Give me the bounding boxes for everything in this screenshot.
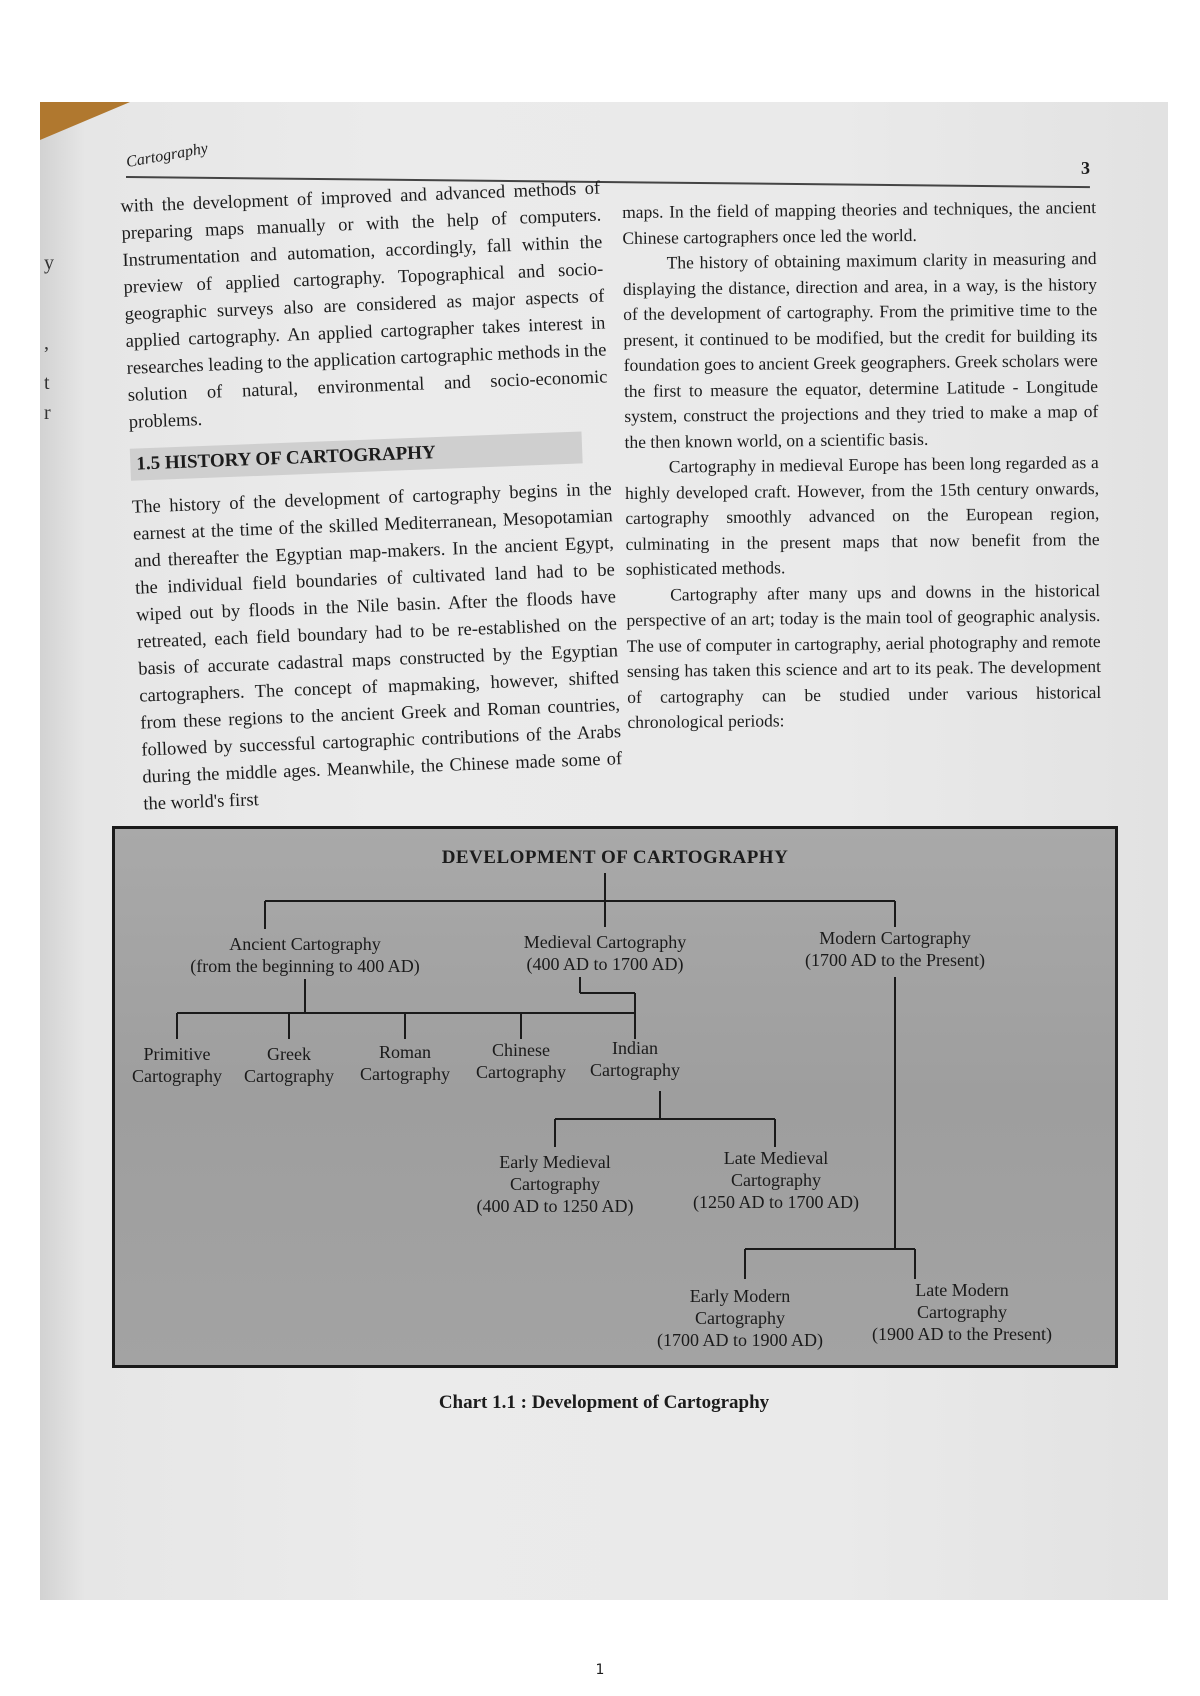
paragraph: maps. In the field of mapping theories and techniques, the ancient Chinese cartographers once led the world. (622, 197, 1097, 248)
node-period: (1700 AD to the Present) (805, 950, 985, 970)
chart-caption: Chart 1.1 : Development of Cartography (438, 1392, 770, 1413)
node-period: (400 AD to 1250 AD) (476, 1196, 634, 1216)
node-label: Cartography (244, 1066, 334, 1086)
node-indian-cartography (579, 1037, 691, 1081)
paragraph: The history of obtaining maximum clarity in measuring and displaying the distance, direction and area, in a way, is the history of the development of cartography. From the primitive time to the present, it continued to be modified, but the credit for building its foundation goes to ancient Greek geographers. Greek scholars were the first to measure the equator, determine Latitude - Longitude system, construct the projections and they tried to make a map of the then known world, on a scientific basis. (622, 248, 1099, 452)
node-label: Late Medieval (723, 1148, 829, 1168)
chart-title: DEVELOPMENT OF CARTOGRAPHY (441, 847, 789, 868)
paragraph: The history of the development of cartography begins in the earnest at the time of the skilled Mediterranean, Mesopotamian and thereafter the Egyptian map-makers. In the ancient Egypt, the individual field boundaries of cultivated land had to be wiped out by floods in the Nile basin. After the floods have retreated, each field boundary had to be re-established on the basis of accurate cadastral maps constructed by the Egyptian cartographers. The concept of mapmaking, however, shifted from these regions to the ancient Greek and Roman countries, followed by successful cartographic contributions of the Arabs during the middle ages. Meanwhile, the Chinese made some of the world's first (131, 479, 623, 815)
node-label: Greek (267, 1044, 311, 1064)
running-title: Cartography (124, 139, 210, 172)
node-label: Primitive (143, 1044, 211, 1064)
node-label: Indian (612, 1038, 658, 1058)
node-label: Cartography (731, 1170, 821, 1190)
node-roman-cartography (349, 1041, 461, 1085)
node-late-medieval-cartography (671, 1147, 881, 1213)
node-label: Cartography (590, 1060, 680, 1080)
right-column (622, 195, 1102, 735)
page-corner-mark (40, 102, 130, 140)
node-label: Cartography (132, 1066, 222, 1086)
node-ancient-cartography (155, 933, 455, 977)
node-label: Cartography (360, 1064, 450, 1084)
node-medieval-cartography (475, 931, 735, 975)
paragraph: Cartography in medieval Europe has been long regarded as a highly developed craft. However, from the 15th century onwards, cartography smoothly advanced on the European region, culminating in the present maps that now benefit from the sophisticated methods. (624, 452, 1100, 579)
node-greek-cartography (233, 1043, 345, 1087)
node-label: Roman (379, 1042, 431, 1062)
node-period: (1700 AD to 1900 AD) (657, 1330, 823, 1350)
page-number: 3 (1081, 158, 1090, 178)
node-label: Early Medieval (499, 1152, 611, 1172)
node-period: (1900 AD to the Present) (872, 1324, 1052, 1344)
node-period: (from the beginning to 400 AD) (190, 956, 420, 976)
node-label: Cartography (695, 1308, 785, 1328)
previous-page-edge: y , t r (44, 252, 54, 424)
header-rule (126, 176, 1090, 188)
section-heading: 1.5 HISTORY OF CARTOGRAPHY (130, 431, 583, 480)
node-label: Early Modern (689, 1286, 791, 1306)
node-period: (1250 AD to 1700 AD) (693, 1192, 859, 1212)
node-period: (400 AD to 1700 AD) (526, 954, 684, 974)
node-label: Late Modern (915, 1280, 1009, 1300)
node-early-medieval-cartography (455, 1151, 655, 1217)
node-primitive-cartography (121, 1043, 233, 1087)
node-label: Chinese (492, 1040, 550, 1060)
node-late-modern-cartography (847, 1279, 1077, 1345)
node-label: Cartography (917, 1302, 1007, 1322)
book-page (40, 102, 1168, 1600)
node-modern-cartography (775, 927, 1015, 971)
node-chinese-cartography (465, 1039, 577, 1083)
paragraph: with the development of improved and advanced methods of preparing maps manually or with the help of computers. Instrumentation and automation, accordingly, fall within the preview of applied cartography. Topographical and socio-geographic surveys also are considered as major aspects of applied cartography. An applied cartographer takes interest in researches leading to the application cartographic methods in the solution of natural, environmental and socio-economic problems. (120, 178, 608, 433)
node-label: Medieval Cartography (523, 932, 687, 952)
node-label: Cartography (476, 1062, 566, 1082)
node-label: Cartography (510, 1174, 600, 1194)
left-column (120, 176, 624, 819)
development-chart (112, 826, 1118, 1368)
scan-page-number: 1 (595, 1662, 605, 1678)
node-label: Modern Cartography (819, 928, 971, 948)
node-early-modern-cartography (635, 1285, 845, 1351)
paragraph: Cartography after many ups and downs in the historical perspective of an art; today is the main tool of geographic analysis. The use of computer in cartography, aerial photography and remote sensing has taken this science and art to its peak. The development of cartography can be studied under various historical chronological periods: (626, 579, 1102, 732)
node-label: Ancient Cartography (229, 934, 381, 954)
